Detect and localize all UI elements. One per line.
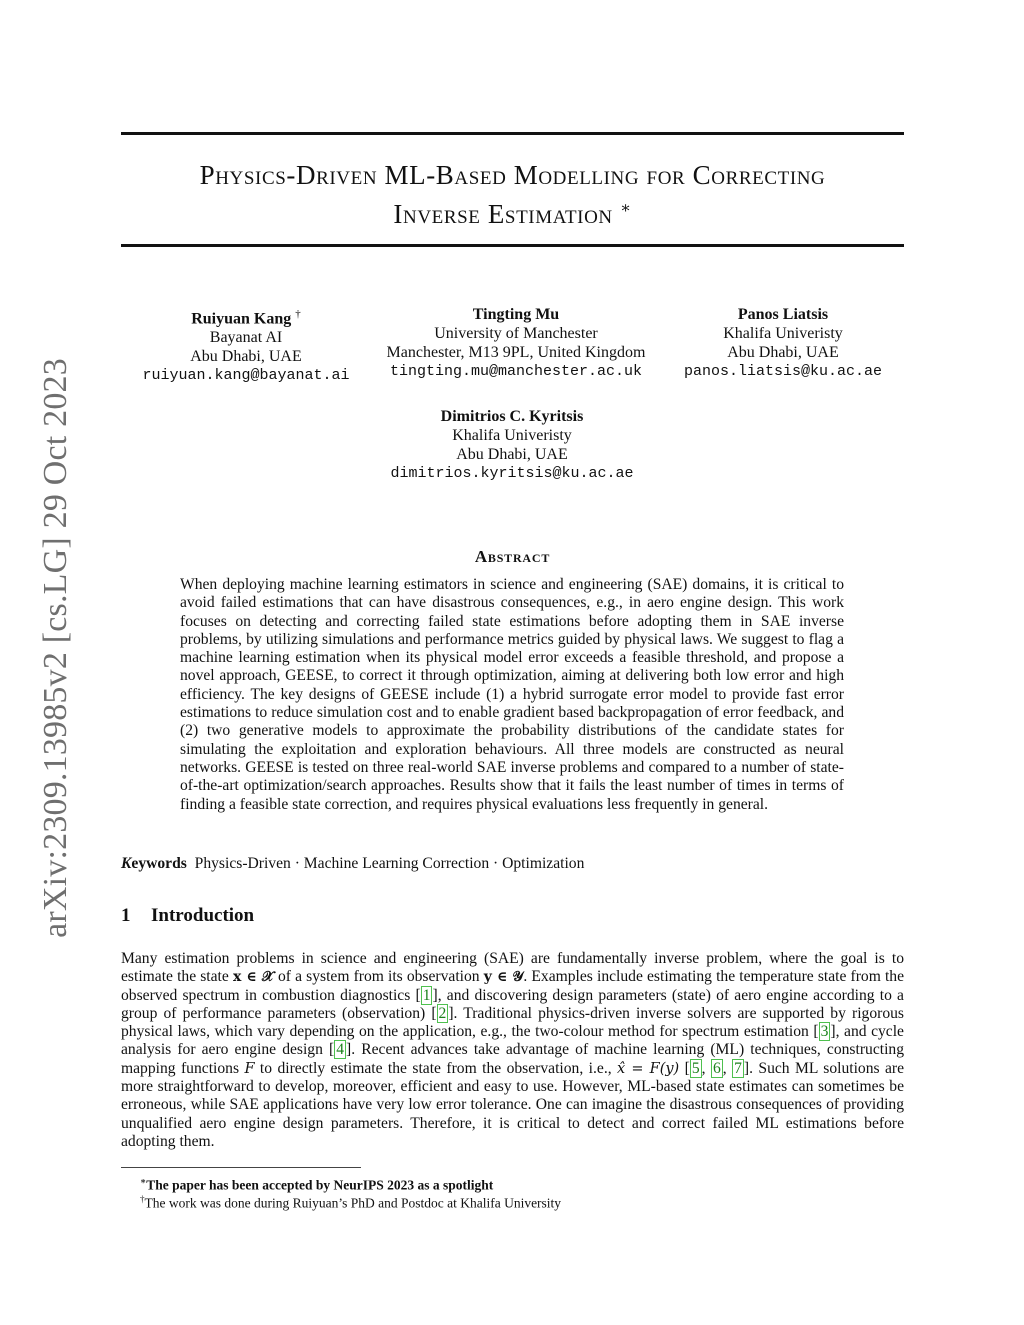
section-number: 1 (121, 905, 131, 926)
author-email[interactable]: panos.liatsis@ku.ac.ae (683, 363, 883, 380)
author-name: Dimitrios C. Kyritsis (440, 408, 584, 425)
title-rule-top (121, 132, 904, 135)
title-line-1: Physics-Driven ML-Based Modelling for Correcting (199, 160, 826, 190)
keywords (121, 855, 904, 873)
math-estimate: x̂ = F(y) (617, 1060, 680, 1077)
author-name: Tingting Mu (472, 306, 560, 323)
author-email[interactable]: dimitrios.kyritsis@ku.ac.ae (390, 465, 634, 482)
title-rule-bottom (121, 244, 904, 247)
author-location: Manchester, M13 9PL, United Kingdom (386, 344, 646, 361)
author-affiliation: Bayanat AI (209, 329, 283, 347)
intro-paragraph: Many estimation problems in science and engineering (SAE) are fundamentally inverse problem, where the goal is to estimate the state x ∈ 𝒳 of a system from its observation y ∈ 𝒴. Examples include estimating the temperature state from the observed spectrum in combustion diagnostics [ 1 ], and discovering design parameters (state) of aero engine according to a group of performance parameters (observation) [ 2 ]. Traditional physics-driven inverse solvers are supported by rigorous physical laws, which vary depending on the application, e.g., the two-colour method for spectrum estimation [ 3 ], and cycle analysis for aero engine design [ 4 ]. Recent advances take advantage of machine learning (ML) techniques, constructing mapping functions F to directly estimate the state from the observation, i.e., x̂ = F(y) [ 5 , 6 , 7 ]. Such ML solutions are more straightforward to develop, moreover, efficient and easy to use. However, ML-based state estimates can sometimes be erroneous, while SAE applications have very low error tolerance. One can imagine the disastrous consequences of providing unqualified aero engine design parameters. Therefore, it is critical to detect and correct failed ML estimations before adopting them. (121, 950, 905, 1150)
footnote-rule (121, 1167, 361, 1168)
arxiv-stamp: arXiv:2309.13985v2 [cs.LG] 29 Oct 2023 (37, 358, 74, 938)
citation-link[interactable]: 1 (422, 986, 431, 1004)
math-mapping: F (244, 1060, 255, 1077)
footnote (140, 1191, 900, 1212)
author-block (361, 305, 671, 381)
keywords-label: Keywords (121, 855, 187, 872)
footnote-text: The work was done during Ruiyuan’s PhD and Postdoc at Khalifa University (144, 1195, 562, 1211)
author-name: Panos Liatsis (737, 306, 829, 323)
author-email[interactable]: ruiyuan.kang@bayanat.ai (142, 367, 350, 385)
author-email[interactable]: tingting.mu@manchester.ac.uk (389, 363, 643, 380)
citation-link[interactable]: 7 (734, 1059, 742, 1077)
author-name: Ruiyuan Kang † (191, 308, 301, 328)
citation-link[interactable]: 2 (438, 1004, 447, 1022)
footnote-mark: † (140, 1194, 145, 1204)
author-affiliation: Khalifa Univeristy (452, 427, 572, 444)
author-location: Abu Dhabi, UAE (190, 348, 302, 366)
footnote-text: The paper has been accepted by NeurIPS 2023 as a spotlight (146, 1177, 494, 1193)
author-block (121, 305, 371, 385)
section-heading (121, 905, 254, 927)
abstract-heading: Abstract (474, 547, 551, 566)
keywords-text: Physics-Driven · Machine Learning Correction · Optimization (194, 855, 585, 872)
math-state: x ∈ 𝒳 (232, 969, 274, 986)
author-location: Abu Dhabi, UAE (456, 446, 568, 463)
citation-link[interactable]: 5 (691, 1059, 700, 1077)
section-title: Introduction (151, 905, 255, 926)
paper-title (121, 158, 904, 231)
title-footnote-mark: ∗ (620, 200, 632, 217)
footnote-mark: ∗ (140, 1176, 147, 1186)
title-line-2: Inverse Estimation ∗ (393, 199, 632, 229)
author-location: Abu Dhabi, UAE (727, 344, 839, 361)
author-affiliation: University of Manchester (434, 325, 598, 342)
abstract-body: When deploying machine learning estimators in science and engineering (SAE) domains, it is critical to avoid failed estimations that can have disastrous consequences, e.g., in aero engine design. This work focuses on detecting and correcting failed state estimations before adopting them in SAE inverse problems, by utilizing simulations and performance metrics guided by physical laws. We suggest to flag a machine learning estimation when its physical model error exceeds a feasible threshold, and propose a novel approach, GEESE, to correct it through optimization, aiming at delivering both low error and high efficiency. The key designs of GEESE include (1) a hybrid surrogate error model to provide fast error estimations to reduce simulation cost and to enable gradient based backpropagation of error feedback, and (2) two generative models to approximate the probability distributions of the candidate states for simulating the exploitation and exploration behaviours. All three models are constructed as neural networks. GEESE is tested on three real-world SAE inverse problems and compared to a number of state-of-the-art optimization/search approaches. Results show that it fails the least number of times in terms of finding a feasible state correction, and requires physical evaluations less frequently in general. (180, 576, 844, 813)
math-observation: y ∈ 𝒴 (483, 969, 524, 986)
citation-link[interactable]: 6 (712, 1059, 721, 1077)
author-block (362, 407, 662, 483)
author-block (672, 305, 894, 381)
author-affiliation: Khalifa Univeristy (723, 325, 843, 342)
citation-link[interactable]: 4 (336, 1041, 344, 1059)
citation-link[interactable]: 3 (820, 1023, 829, 1041)
